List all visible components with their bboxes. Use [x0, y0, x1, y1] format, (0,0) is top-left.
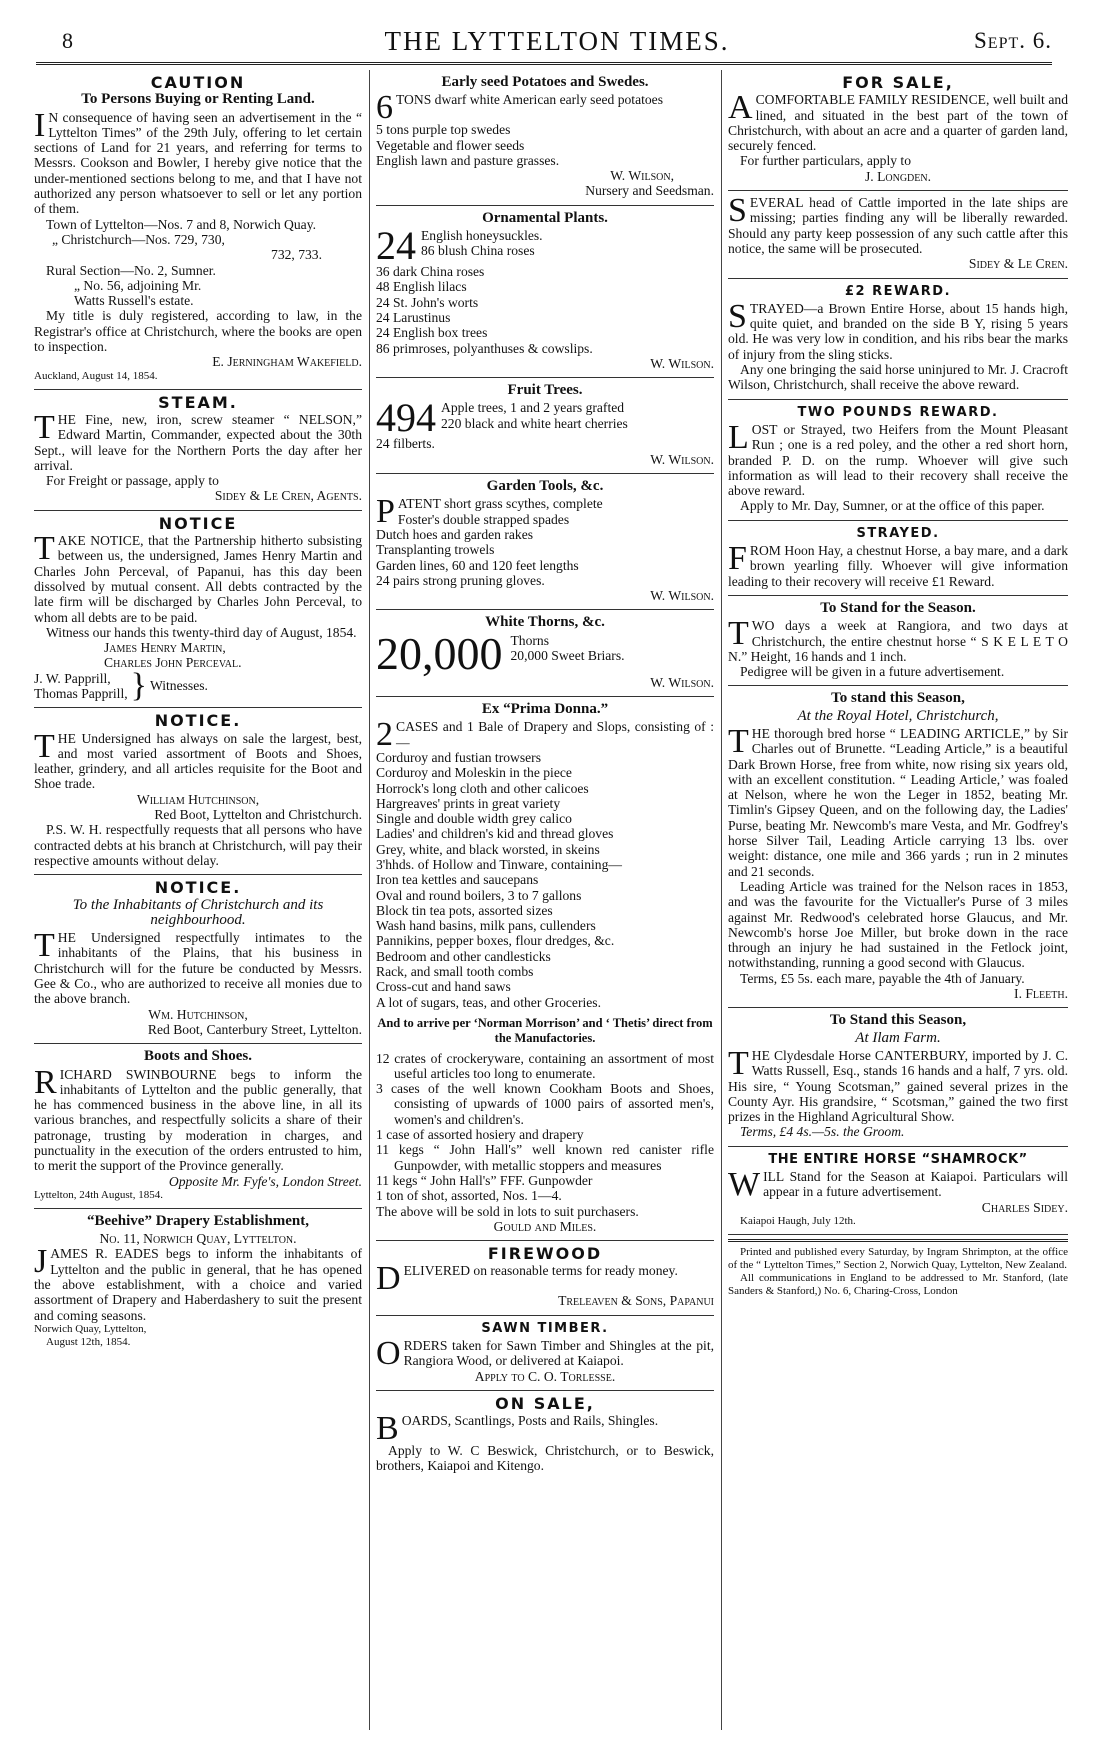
- ad-signature: William Hutchinson,: [136, 791, 260, 807]
- ad-line: Leading Article was trained for the Nelson races in 1853, and was the favourite for the Victualler's Purse of 3 miles against Mr. Redwood's celebrated horse Glaucus, and Mr. Newcomb's horse Joe Miller, but broke down in the race through an injury he had sustained in the Fetlock joint, notwithstanding, running a good second with Glaucus.: [728, 878, 1068, 971]
- ad-subheading: At the Royal Hotel, Christchurch,: [797, 707, 999, 724]
- ad-heading: White Thorns, &c.: [485, 614, 605, 631]
- ad-signature: W. Wilson,: [610, 168, 674, 184]
- ad-date: Norwich Quay, Lyttelton,: [34, 1322, 147, 1335]
- drop-cap: T: [728, 1044, 749, 1082]
- ad-signature: Charles John Perceval.: [104, 655, 242, 671]
- ad-line: CASES and 1 Bale of Drapery and Slops, consisting of :—: [396, 719, 714, 750]
- item-list: [376, 872, 714, 1010]
- ad-canterbury: [728, 1008, 1068, 1146]
- witnesses-label: Witnesses.: [149, 678, 208, 694]
- ad-signature: J. Longden.: [864, 168, 931, 184]
- ad-signature: James Henry Martin,: [104, 640, 226, 656]
- ad-heading: Ex “Prima Donna.”: [481, 701, 609, 718]
- drop-cap: W: [728, 1166, 761, 1203]
- list-item: Grey, white, and black worsted, in skeins: [376, 841, 600, 857]
- ad-line: Apply to W. C Beswick, Christchurch, or to Beswick, brothers, Kaiapoi and Kitengo.: [376, 1443, 714, 1474]
- ad-heading: To stand this Season,: [831, 690, 965, 707]
- ad-subheading: At Ilam Farm.: [855, 1029, 941, 1046]
- ad-body: HE Fine, new, iron, screw steamer “ NELSON,” Edward Martin, Commander, expected about the 30th Sept., will leave for the Northern Ports the day after her arrival.: [34, 411, 362, 473]
- ad-signature: W. Wilson.: [650, 674, 714, 690]
- ad-line: 11 kegs “ John Hall's” FFF. Gunpowder: [376, 1172, 593, 1188]
- ad-notice-partnership: [34, 511, 362, 709]
- ad-body: ILL Stand for the Season at Kaiapoi. Particulars will appear in a future advertisement.: [763, 1169, 1068, 1200]
- ad-line: 1 case of assorted hosiery and drapery: [376, 1127, 584, 1143]
- list-item: Vegetable and flower seeds: [376, 137, 525, 153]
- ad-body: TRAYED—a Brown Entire Horse, about 15 hands high, quite quiet, and branded on the side B Y, rising 5 years old. He was very low in condition, and his ribs bear the marks of injury from the sling sticks.: [728, 300, 1068, 362]
- ad-heading: CAUTION: [150, 73, 246, 92]
- ad-heading: STRAYED.: [856, 525, 940, 541]
- item-list: [376, 750, 714, 857]
- ad-heading: £2 REWARD.: [844, 283, 952, 299]
- ad-line: 1 ton of shot, assorted, Nos. 1—4.: [376, 1188, 562, 1204]
- ad-body: ROM Hoon Hay, a chestnut Horse, a bay mare, and a dark brown yearling filly. Whoever will give information leading to their recovery will receive £1 Reward.: [728, 543, 1068, 589]
- ad-date: Auckland, August 14, 1854.: [34, 369, 158, 382]
- ad-heading: SAWN TIMBER.: [481, 1320, 609, 1336]
- ad-subheading: And to arrive per ‘Norman Morrison’ and ‘ Thetis’ direct from the Manufactories.: [377, 1015, 713, 1046]
- ad-signature: Treleaven & Sons, Papanui: [558, 1293, 714, 1309]
- column-rule: [721, 70, 722, 1730]
- list-item: Pannikins, pepper boxes, flour dredges, &c.: [376, 933, 615, 949]
- ad-skeleton: [728, 596, 1068, 686]
- ad-line: Pedigree will be given in a future advertisement.: [740, 664, 1005, 680]
- ad-body: OST or Strayed, two Heifers from the Mount Pleasant Run ; one is a red poley, and the other a red short horn, branded P. D. on the rump. Whoever will give such information as will lead to their recovery shall receive the above reward.: [728, 421, 1068, 499]
- ad-heading: “Beehive” Drapery Establishment,: [86, 1212, 310, 1229]
- drop-cap: R: [34, 1063, 57, 1101]
- ad-strayed: [728, 521, 1068, 596]
- ad-heading: TWO POUNDS REWARD.: [797, 404, 999, 420]
- ad-line: The above will be sold in lots to suit purchasers.: [376, 1203, 639, 1219]
- list-item: Oval and round boilers, 3 to 7 gallons: [376, 887, 582, 903]
- ad-line: ATENT short grass scythes, complete: [397, 496, 603, 512]
- ad-signature: Gould and Miles.: [493, 1218, 597, 1234]
- ad-line: 86 blush China roses: [421, 243, 535, 259]
- ad-date: Lyttelton, 24th August, 1854.: [34, 1188, 163, 1201]
- ad-address: Red Boot, Canterbury Street, Lyttelton.: [147, 1021, 362, 1037]
- ad-body: ELIVERED on reasonable terms for ready money.: [403, 1263, 678, 1279]
- ad-body: OARDS, Scantlings, Posts and Rails, Shingles.: [401, 1413, 659, 1429]
- ad-sawn-timber: [376, 1316, 714, 1391]
- list-item: A lot of sugars, teas, and other Groceries.: [376, 994, 601, 1010]
- ad-cattle: [728, 191, 1068, 278]
- list-item: 24 St. John's worts: [376, 294, 479, 310]
- witness-name: J. W. Papprill,: [34, 670, 111, 686]
- ad-postscript: P.S. W. H. respectfully requests that all persons who have contracted debts at his branch at Christchurch, will pay their respective amounts without delay.: [34, 822, 362, 868]
- ad-heading: To Stand this Season,: [829, 1012, 967, 1029]
- ad-heading: NOTICE: [158, 513, 238, 533]
- list-item: Iron tea kettles and saucepans: [376, 872, 539, 888]
- ad-body: AKE NOTICE, that the Partnership hitherto subsisting between us, the undersigned, James Henry Martin and Charles John Perceval, of Papanui, has this day been dissolved by mutual consent. All debts contracted by the late firm will be discharged by Charles John Perceval, to whom all debts are to be paid.: [34, 533, 362, 625]
- ad-address: Opposite Mr. Fyfe's, London Street.: [168, 1173, 362, 1189]
- list-item: English lawn and pasture grasses.: [376, 152, 560, 168]
- drop-cap: 2: [376, 716, 393, 754]
- ad-line: 3'hhds. of Hollow and Tinware, containing—: [376, 856, 622, 872]
- ad-potatoes: [376, 70, 714, 206]
- list-item: Single and double width grey calico: [376, 811, 572, 827]
- list-item: 24 English box trees: [376, 325, 488, 341]
- ad-signature: Sidey & Le Cren.: [968, 256, 1068, 272]
- big-numeral: 24: [376, 223, 416, 269]
- drop-cap: B: [376, 1410, 399, 1448]
- ad-date: Kaiapoi Haugh, July 12th.: [740, 1214, 856, 1227]
- ad-body: ICHARD SWINBOURNE begs to inform the inhabitants of Lyttelton and the public generally, that he has commenced business in the above line, in all its various branches, and respectfully solicits a share of their patronage, trusting by moderation in charges, and punctuality in the execution of the orders entrusted to him, to merit the support of the Province generally.: [34, 1066, 362, 1174]
- list-item: Corduroy and fustian trowsers: [376, 749, 541, 765]
- list-item: Ladies' and children's kid and thread gloves: [376, 826, 614, 842]
- ad-heading: To Stand for the Season.: [820, 599, 976, 616]
- ad-heading: Boots and Shoes.: [144, 1048, 252, 1065]
- top-rule: [36, 62, 1052, 65]
- list-item: Transplanting trowels: [376, 542, 495, 558]
- ad-signature: W. Wilson.: [650, 355, 714, 371]
- drop-cap: T: [34, 408, 55, 446]
- ad-heading: FIREWOOD: [487, 1244, 603, 1264]
- list-item: Rack, and small tooth combs: [376, 964, 534, 980]
- ad-heading: NOTICE.: [154, 711, 242, 731]
- list-item: Block tin tea pots, assorted sizes: [376, 902, 553, 918]
- item-list: [376, 512, 714, 588]
- ad-line: „ Christchurch—Nos. 729, 730,: [52, 231, 225, 247]
- drop-cap: F: [728, 540, 747, 578]
- ad-heading: THE ENTIRE HORSE “SHAMROCK”: [768, 1151, 1028, 1167]
- ad-line: 24 filberts.: [376, 436, 435, 452]
- ad-line: Terms, £5 5s. each mare, payable the 4th of January.: [740, 970, 1025, 986]
- ad-shamrock: [728, 1147, 1068, 1235]
- ad-body: HE thorough bred horse “ LEADING ARTICLE,” by Sir Charles out of Brunette. “Leading Article,” is a beautiful Dark Brown Horse, free from white, now rising six years old, with an excellent constitution. “ Leading Article,’ was foaled at Nelson, where he won the Leger in 1852, beating Mr. Timlin's Gipsey Queen, and on the following day, the Ladies' Purse, beating Mr. Newcomb's mare Vesta, and Mr. Godfrey's horse Silver Tail, Leading Article carrying 13 lbs. over weight: distance, one mile and 366 yards ; run in 2 minutes and 21 seconds.: [728, 725, 1068, 879]
- ad-line: My title is duly registered, according to law, in the Registrar's office at Christchurch, where the books are open to inspection.: [34, 308, 362, 355]
- ad-line: Apply to Mr. Day, Sumner, or at the office of this paper.: [740, 498, 1045, 514]
- ad-line: 20,000 Sweet Briars.: [510, 648, 625, 664]
- ad-address: Red Boot, Lyttelton and Christchurch.: [154, 807, 362, 823]
- list-item: Bedroom and other candlesticks: [376, 948, 551, 964]
- drop-cap: P: [376, 493, 395, 531]
- ad-caution: [34, 70, 362, 390]
- ad-heading: STEAM.: [158, 392, 238, 412]
- list-item: 5 tons purple top swedes: [376, 122, 511, 138]
- ad-body: N consequence of having seen an advertisement in the “ Lyttelton Times” of the 29th July, offering to let certain sections of Land for 21 years, and referring for terms to Messrs. Cookson and Bowler, I hereby give notice that the under-mentioned sections belong to me, and that I have not authorized any person whatsoever to sell or let any portion of them.: [34, 109, 362, 217]
- ad-signature: E. Jerningham Wakefield.: [212, 354, 362, 370]
- drop-cap: T: [728, 615, 749, 653]
- ad-body: AMES R. EADES begs to inform the inhabitants of Lyttelton and the public in general, that he has opened the above establishment, with a choice and varied assortment of Drapery and Haberdashery to suit the present and coming seasons.: [34, 1246, 362, 1323]
- ad-line: Thorns: [510, 632, 550, 648]
- brace-glyph: }: [130, 666, 147, 704]
- ad-body: RDERS taken for Sawn Timber and Shingles at the pit, Rangiora Wood, or delivered at Kaiapoi.: [403, 1338, 714, 1369]
- ad-heading: Ornamental Plants.: [482, 209, 608, 226]
- column-3: [728, 70, 1068, 1304]
- ad-date: August 12th, 1854.: [46, 1335, 131, 1348]
- ad-line: Witness our hands this twenty-third day of August, 1854.: [46, 624, 357, 640]
- ad-signature: I. Fleeth.: [1014, 986, 1068, 1002]
- masthead: [62, 24, 1052, 56]
- ad-fruit-trees: [376, 378, 714, 474]
- imprint-text: Printed and published every Saturday, by Ingram Shrimpton, at the office of the “ Lyttelton Times,” Section 2, Norwich Quay, Lyttelton, New Zealand.: [728, 1245, 1068, 1271]
- newspaper-title: THE LYTTELTON TIMES.: [384, 26, 730, 56]
- list-item: Garden lines, 60 and 120 feet lengths: [376, 557, 579, 573]
- list-item: 86 primroses, polyanthuses & cowslips.: [376, 340, 593, 356]
- ad-line: Town of Lyttelton—Nos. 7 and 8, Norwich Quay.: [46, 216, 317, 232]
- ad-heading: NOTICE.: [154, 878, 242, 898]
- drop-cap: T: [728, 722, 749, 760]
- ad-garden-tools: [376, 474, 714, 610]
- ad-body: COMFORTABLE FAMILY RESIDENCE, well built and lined, and situated in the best part of the town of Christchurch, with about an acre and a quarter of garden land, securely fenced.: [728, 92, 1068, 154]
- imprint-text: All communications in England to be addressed to Mr. Stanford, (late Sanders & Stanford,) No. 6, Charing-Cross, London: [728, 1271, 1068, 1297]
- ad-heading: Early seed Potatoes and Swedes.: [441, 74, 649, 90]
- big-numeral: 20,000: [376, 627, 503, 679]
- list-item: 48 English lilacs: [376, 279, 467, 295]
- ad-line: Apple trees, 1 and 2 years grafted: [441, 400, 625, 416]
- ad-white-thorns: [376, 610, 714, 697]
- ad-line: English honeysuckles.: [421, 228, 543, 244]
- drop-cap: J: [34, 1243, 48, 1281]
- item-list: [376, 122, 714, 168]
- ad-signature: Wm. Hutchinson,: [148, 1006, 248, 1022]
- list-item: Hargreaves' prints in great variety: [376, 795, 561, 811]
- ad-line: For further particulars, apply to: [740, 153, 912, 169]
- drop-cap: I: [34, 106, 46, 144]
- ad-on-sale: [376, 1391, 714, 1480]
- column-2: [376, 70, 714, 1480]
- ad-boots-shoes: [34, 1044, 362, 1209]
- list-item: Corduroy and Moleskin in the piece: [376, 765, 572, 781]
- ad-line: „ No. 56, adjoining Mr.: [74, 277, 202, 293]
- ad-line: 3 cases of the well known Cookham Boots and Shoes, consisting of upwards of 1000 pairs of assorted men's, women's and children's.: [376, 1081, 714, 1127]
- list-item: 24 Larustinus: [376, 309, 451, 325]
- drop-cap: 6: [376, 89, 393, 127]
- ad-subheading: To the Inhabitants of Christchurch and its neighbourhood.: [72, 896, 324, 928]
- drop-cap: T: [34, 927, 55, 965]
- column-rule: [369, 70, 370, 1730]
- imprint: [728, 1239, 1068, 1304]
- ad-plants: [376, 206, 714, 378]
- ad-leading-article: [728, 686, 1068, 1008]
- ad-for-sale: [728, 70, 1068, 191]
- ad-line: For Freight or passage, apply to: [46, 473, 219, 489]
- ad-firewood: [376, 1241, 714, 1316]
- ad-line: 11 kegs “ John Hall's” well known red canister rifle Gunpowder, with metallic stoppers and measures: [376, 1142, 714, 1173]
- drop-cap: T: [34, 727, 55, 765]
- ad-body: EVERAL head of Cattle imported in the late ships are missing; parties finding any will be liberally rewarded. Should any party keep possession of any such cattle after this notice, the same will be prosecuted.: [728, 195, 1068, 256]
- ad-line: 220 black and white heart cherries: [441, 415, 628, 431]
- ad-line: Any one bringing the said horse uninjured to Mr. J. Cracroft Wilson, Christchurch, shall receive the above reward.: [728, 362, 1068, 393]
- ad-prima-donna: [376, 697, 714, 1241]
- list-item: Cross-cut and hand saws: [376, 979, 511, 995]
- ad-body: TONS dwarf white American early seed potatoes: [396, 92, 664, 108]
- list-item: Horrock's long cloth and other calicoes: [376, 780, 589, 796]
- ad-heifers: [728, 400, 1068, 521]
- ad-heading: ON SALE,: [495, 1393, 595, 1413]
- witness-name: Thomas Papprill,: [34, 685, 128, 701]
- drop-cap: S: [728, 297, 747, 335]
- issue-date: Sept. 6.: [974, 28, 1052, 53]
- ad-line: 12 crates of crockeryware, containing an assortment of most useful articles too long to enumerate.: [376, 1050, 714, 1081]
- ad-body: HE Undersigned has always on sale the largest, best, and most varied assortment of Boots and Shoes, leather, grindery, and all articles requisite for the Boot and Shoe trade.: [34, 730, 362, 792]
- list-item: 36 dark China roses: [376, 264, 485, 280]
- ad-subheading: To Persons Buying or Renting Land.: [81, 91, 315, 108]
- drop-cap: A: [728, 89, 753, 127]
- ad-steam: [34, 390, 362, 511]
- drop-cap: S: [728, 192, 747, 230]
- witnesses: [34, 666, 362, 704]
- ad-line: Terms, £4 4s.—5s. the Groom.: [740, 1124, 905, 1140]
- ad-line: Watts Russell's estate.: [74, 293, 194, 309]
- ad-address: Nursery and Seedsman.: [585, 183, 714, 199]
- ad-address: No. 11, Norwich Quay, Lyttelton.: [99, 1231, 297, 1247]
- ad-signature: W. Wilson.: [650, 588, 714, 604]
- list-item: 24 pairs strong pruning gloves.: [376, 572, 545, 588]
- ad-body: WO days a week at Rangiora, and two days at Christchurch, the entire chestnut horse “ S K E L E T O N.” Height, 16 hands and 1 inch.: [728, 618, 1068, 664]
- ad-two-pound-reward: [728, 279, 1068, 400]
- ad-signature: W. Wilson.: [650, 451, 714, 467]
- drop-cap: O: [376, 1335, 401, 1372]
- ad-signature: Sidey & Le Cren, Agents.: [214, 488, 362, 504]
- page-number: 8: [62, 28, 73, 53]
- column-1: [34, 70, 362, 1355]
- drop-cap: D: [376, 1260, 401, 1298]
- ad-body: HE Undersigned respectfully intimates to the inhabitants of the Plains, that his business in Christchurch will for the future be conducted by Messrs. Gee & Co., who are authorized to receive all monies due to the above branch.: [34, 930, 362, 1007]
- ad-signature: Apply to C. O. Torlesse.: [474, 1368, 616, 1384]
- drop-cap: L: [728, 418, 749, 456]
- ad-heading: Garden Tools, &c.: [486, 478, 604, 495]
- item-list: [376, 264, 714, 356]
- ad-notice-christchurch: [34, 875, 362, 1044]
- ad-line: 732, 733.: [271, 247, 322, 263]
- ad-heading: FOR SALE,: [842, 73, 954, 92]
- big-numeral: 494: [376, 395, 436, 441]
- list-item: Wash hand basins, milk pans, cullenders: [376, 918, 596, 934]
- list-item: Dutch hoes and garden rakes: [376, 526, 534, 542]
- ad-body: HE Clydesdale Horse CANTERBURY, imported by J. C. Watts Russell, Esq., stands 16 hands and a half, 7 yrs. old. His sire, “ Young Scotsman,” gained several prizes in the County Ayr. His grandsire, “ Scotsman,” gained the two first prizes in the Highland Agricultural Show.: [728, 1047, 1068, 1125]
- ad-beehive: [34, 1209, 362, 1355]
- ad-line: Rural Section—No. 2, Sumner.: [46, 262, 216, 278]
- drop-cap: T: [34, 530, 55, 568]
- ad-signature: Charles Sidey.: [981, 1199, 1068, 1215]
- ad-notice-boots: [34, 708, 362, 875]
- ad-heading: Fruit Trees.: [507, 382, 583, 399]
- list-item: Foster's double strapped spades: [397, 511, 570, 527]
